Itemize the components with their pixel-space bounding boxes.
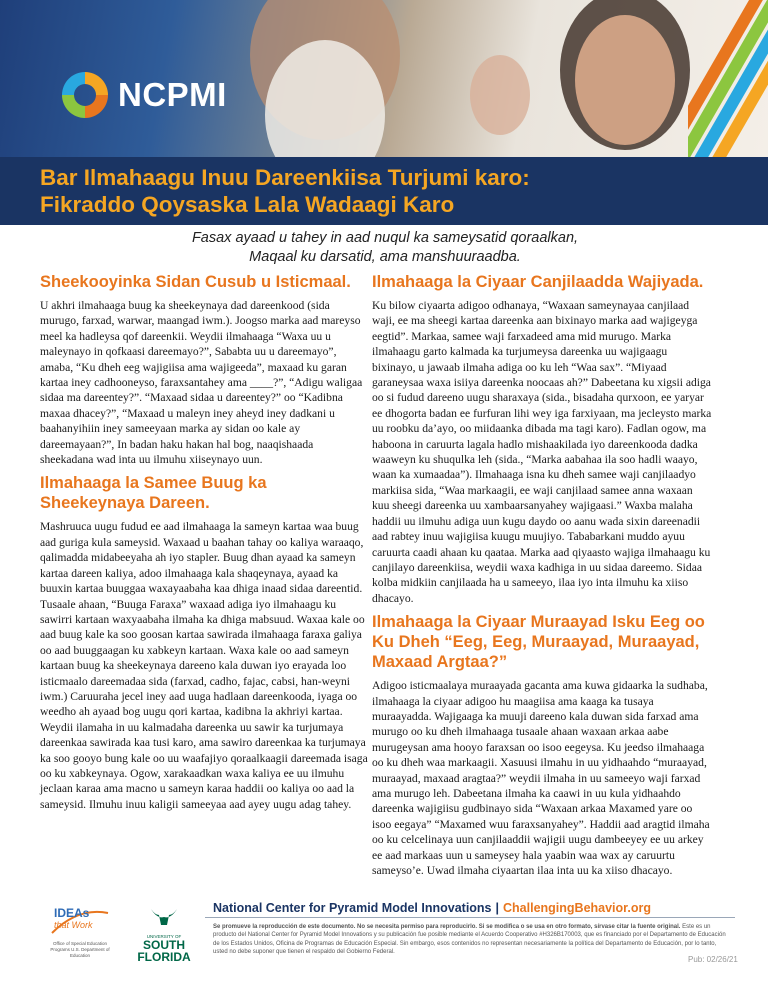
permission-note-line-2: Maqaal ku darsatid, ama manshuuraadba. [249,249,521,265]
permission-note-line-1: Fasax ayaad u tahey in aad nuqul ka sameysatid qoraalkan, [191,230,579,246]
footer-disclaimer-2: Este es un producto del National Center for Pyramid Model Innovations y su publicación fue posible mediante el Acuerdo Cooperativo #H326B170003, que es financiado por el Departamento de Educación de los Estados Unidos, Oficina de Programas de Educación Especial. Sin embargo, esos contenidos no representan necesariamente la política del Departamento de Educación, por lo tanto, usted no debe suponer que tienen el respaldo del Gobierno Federal. [213,924,726,956]
section-body-faces: Ku bilow ciyaarta adigoo odhanaya, “Waxaan sameynayaa canjilaad waji, ee ma sheegi kartaa dareenka aan bixinayo marka aad wajigeyga eegtid”. Markaa, samee waji farxadeed ama mid murugo. Marka ilmahaagu garto kalmada ka turjumeysa dareenka uu wajigaagu bixinayo, u jawaab ilmaha adiga oo ku leh “Waa sax”. “Miyaad garaneysaa waxa isiiya dareenka noocaas ah?” Dabeetana ku xigsii adiga oo si fudud dareeno uugu sharaxaya (sida., bisadaha qurxoon, ee yaryar ee dhogorta badan ee furfuran lihi wey iga farxiyaan, ma jecleysto marka uu roobku da’ayo, oo miidaanka dibada ma tagi karo). Fadlan ogow, ma haboona in caruurta lagala hadlo mishaakilada iyo dareenkooda dadka waaweyn ku shuqulka leh (sida., “Marka aabahaa ila soo hadli waayo, waan ka xumaadaa”). Ilmahaaga isna ku dheh samee waji canjilaadyo markiisa sida, “Waa markaagii, ee waji canjilaad samee anna waxaan kuu sheegi dareenka uu xambaarsanyahey wajigaasi.” Waxba malaha haddii uu ilmuhu adiga uun kugu daydo oo aanu wada sixin dareenadii aad rabtey inuu wajigiisa kuugu muujiyo. Tababarkani muddo ayuu caruurta caadi ahaan ku qaataa. Marka aad qiyaasto wajiga ilmahaagu ku canjilayo dareenkiisa, weydii waxa kadhiga in uu sidaa dareemo. Sidaa kolba midkiin canjilaada ha u sameeyo, ilaa iyo inta ilmuhu ka xiiso dhacayo. [372,299,712,605]
usf-university-of: UNIVERSITY OF [146,934,182,939]
section-heading-book: Ilmahaaga la Samee Buug ka Sheekeynaya Dareen. [40,474,267,513]
footer [0,893,768,994]
usf-name-south: SOUTH [143,938,185,952]
footer-org: National Center for Pyramid Model Innovations [213,901,492,915]
ideas-that-work-logo [48,903,118,983]
osep-label: Office of Special Education Programs U.S. Department of Education [50,941,110,958]
hero-photo [0,0,768,157]
title-bar [0,157,768,225]
usf-bull-icon [149,905,179,927]
footer-divider [205,917,735,918]
ncpmi-logo [58,68,227,122]
section-body-book: Mashruuca uugu fudud ee aad ilmahaaga la sameyn kartaa waa buug aad guriga kula sameysid. Waxaad u baahan tahay oo kaliya waraaqo, qalimadda midabeeyaha ah iyo stapler. Buug dhan ayaad ka sameyn kartaa dareen kaliya, adoo ilmahaaga kala shaqeynaya, ayaad ka buuxin kartaa buuggaa waxayaabaha kaa dhiga inaad sidaa dareentid. Tusaale ahaan, “Buuga Faraxa” waxaad adiga iyo ilmahaagu ku sawirri kartaan waxyaabaha ilmaha ka dhiga mabsuud. Waxaa kale oo aad buug kale ka soo goosan kartaa sawirada ilmahaaga faraxa galiya oo aad buuggaagan ku xabkeyn kartaan. Waxa kale oo aad sameyn kartaan buug ka sheekeynaya dareeno kala duwan iyo erayada loo isticmaalo dareemadaa sida (farxad, cadho, fajac, cabsi, han-weyni iwm.) Caruuraha jecel iney aad uuga hadlaan dareenkooda, iyaga oo weedho ah ayaad bog uugu qori kartaa, kadibna la akhriyi kartaa. Weydii ilamaha in uu kalmadaha dareenka uu sawir ka turjumaya dareenkaa sawirada kaa tusi karo, ama sawiro dareenkaa ka turjumaya ka soo gooyo bung kale oo uu waafajiyo qoraalkaagii dareemada isaga oo ku xabkeynaya. Ogow, xarakaadkan waxa kaliya ee uu ilmuhu jeclaan karaa ama macno u sameyn karaa haddii oo kaliya oo aad la sameysid. Ilmuhu inuu kaligii sameeyaa aad ayey uugu adag tahey. [40,520,368,811]
ncpmi-logo-icon [58,68,112,122]
right-column [372,272,712,884]
section-heading-mirror: Ilmahaaga la Ciyaar Muraayad Isku Eeg oo Ku Dheh “Eeg, Eeg, Muraayad, Muraayad, Maxaad Argtaa?” [372,613,705,672]
footer-site-link[interactable]: ChallengingBehavior.org [503,901,651,915]
ideas-word: IDEAs [54,906,90,920]
section-heading-stories: Sheekooyinka Sidan Cusub u Isticmaal. [40,273,351,291]
permission-note [150,229,620,267]
footer-disclaimer [213,923,728,957]
section-heading-faces: Ilmahaaga la Ciyaar Canjilaadda Wajiyada. [372,273,704,291]
ncpmi-brand: NCPMI [118,76,227,113]
ideas-sub: that Work [54,920,93,930]
left-column [40,272,368,818]
decorative-stripes [688,0,768,157]
section-body-stories: U akhri ilmahaaga buug ka sheekeynaya dad dareenkood (sida murugo, farxad, warwar, maangad iwm.). Joogso marka aad mareyso meel ka hadleysa qof dareenkii. Weydii ilmahaaga “Waxa uu u maleynayo in qofkaasi dareemayo?”, Sababta uu u dareemayo”, amaba, “Ku dheh eeg wajigiisa ama wajigeeda”, maxaad ku garan kartaa iney cadhooneyso, faraxsantahey ama ____?”, “Adigu waligaa sidaa ma dareentey?”. “Maxaad sidaa u dareentey?” oo “Kadibna maxaa dhacey?”, “Maxaad u maleyn iney aheyd iney dadkani u baahanyihiin iney sameeyaan marka ay sidan oo kale ay dareemayaan?”, In badan haku hakan hal bog, naaqishaada sheekadana wad inta uu ilmuhu xiiseynayo uun. [40,299,363,467]
usf-name-florida: FLORIDA [137,950,191,964]
footer-separator: | [495,901,500,915]
page-title-line-2: Fikraddo Qoysaska Lala Wadaagi Karo [40,192,455,217]
section-body-mirror: Adigoo isticmaalaya muraayada gacanta ama kuwa gidaarka la sudhaba, ilmahaaga la ciyaar adigoo hu maagiisa ama kaaga ka tusaya muraayadda. Wajigaaga ka muuji dareeno kala duwan sida farxad ama murugo oo ku dheh ilmahaaga tusaale ahaan waxaan arkaa aabe murugeysan ama hooyo faraxsan oo isoo eegeysa. Ku jeedso ilmahaaga oo ku dheh waa markaagii. Xasuusi ilmahu in uu yidhaahdo “muraayad, muraayad, maxaad aragtaa?” weydii ilmaha in uu sameeyo waji farxad ama murugo leh. Dabeetana ilmaha ka caawi in uu kula yidhaahdo dareenka wajigiisu gudbinayo sida “Waxaan arkaa Maxamed yare oo isoo eegaya” “Maxamed wuu faraxsanyahey”. Haddii aad aragtid ilmaha oo ku celcelinaya uun canjilaaddii wajigii uugu dambeeyey ee uu arkey ee aad markaas uun u sameysey hala yaabin waa wax ay caruurtu sameyso’e. Uwad ilmaha ciyaartan ilaa inta uu ka xiiso dhacayo. [372,679,710,877]
pub-date: Pub: 02/26/21 [688,955,738,964]
footer-title [213,901,651,915]
page-title-line-1: Bar Ilmahaagu Inuu Dareenkiisa Turjumi karo: [40,165,530,190]
page-title [40,164,530,218]
footer-disclaimer-1: Se promueve la reproducción de este documento. No se necesita permiso para reproducirlo. Si se modifica o se usa en otro formato, sírvase citar la fuente original. [213,924,681,930]
usf-logo [134,905,194,980]
